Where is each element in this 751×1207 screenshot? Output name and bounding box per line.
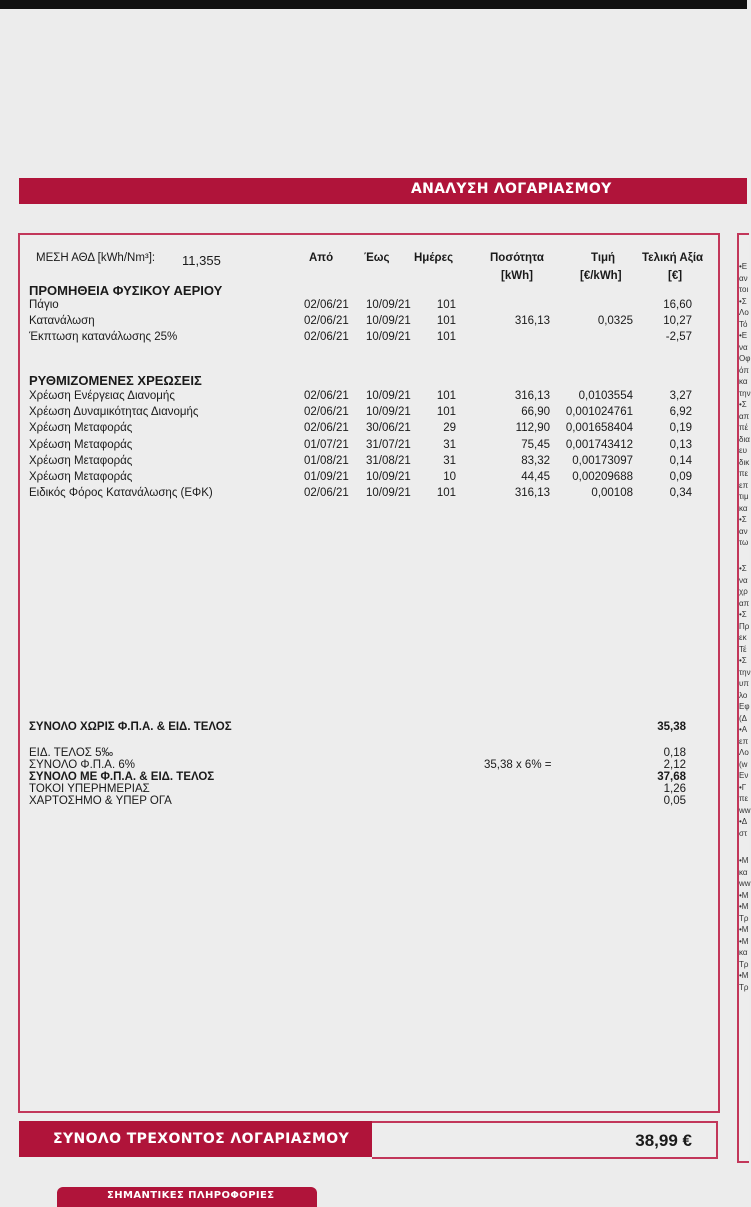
side-note-fragment: (w	[739, 759, 748, 769]
row-quantity: 316,13	[514, 487, 550, 500]
side-note-fragment: Οφ	[739, 354, 751, 363]
row-from-date: 02/06/21	[304, 315, 349, 328]
col-header-to: Έως	[364, 252, 390, 264]
side-note-fragment: •Ε	[739, 331, 748, 340]
row-from-date: 02/06/21	[304, 299, 349, 311]
row-unit-price: 0,00108	[591, 487, 633, 500]
row-final-value: 0,13	[669, 438, 692, 451]
side-note-fragment: να	[739, 575, 748, 585]
side-note-fragment: απ	[739, 598, 750, 608]
col-header-qty-unit: [kWh]	[501, 270, 533, 282]
side-note-fragment: •Μ	[739, 936, 749, 946]
side-notes-panel	[737, 233, 749, 1163]
row-label: Ειδικός Φόρος Κατανάλωσης (ΕΦΚ)	[29, 487, 213, 500]
total-with-vat-value: 37,68	[657, 771, 686, 783]
row-to-date: 31/08/21	[366, 454, 411, 467]
row-quantity: 316,13	[514, 390, 550, 402]
row-from-date: 02/06/21	[304, 390, 349, 402]
side-note-fragment: κα	[739, 867, 748, 877]
side-note-fragment: να	[739, 342, 748, 352]
row-label: Χρέωση Ενέργειας Διανομής	[29, 390, 175, 402]
side-note-fragment: πε	[739, 469, 749, 478]
row-label: Χρέωση Μεταφοράς	[29, 471, 133, 483]
row-unit-price: 0,0103554	[578, 390, 633, 402]
side-note-fragment: Τρ	[739, 982, 749, 992]
vat-value: 2,12	[663, 759, 686, 771]
side-note-fragment: Πρ	[739, 621, 750, 631]
row-unit-price: 0,001658404	[565, 422, 633, 435]
row-days: 101	[436, 331, 456, 344]
top-edge-bar	[0, 0, 747, 9]
row-from-date: 02/06/21	[304, 422, 349, 435]
side-note-fragment: Λο	[739, 748, 749, 757]
row-final-value: 10,27	[663, 315, 692, 328]
row-from-date: 01/09/21	[304, 471, 349, 483]
row-to-date: 10/09/21	[366, 315, 411, 328]
row-to-date: 10/09/21	[366, 331, 411, 344]
row-quantity: 112,90	[515, 422, 550, 435]
row-unit-price: 0,0325	[597, 315, 633, 328]
important-info-tab	[57, 1187, 317, 1207]
row-days: 31	[443, 454, 456, 467]
side-note-fragment: •Σ	[739, 656, 747, 665]
vat-label: ΣΥΝΟΛΟ Φ.Π.Α. 6%	[29, 759, 135, 771]
side-note-fragment: τιμ	[739, 492, 749, 501]
side-note-fragment: Εν	[739, 771, 749, 780]
row-to-date: 10/09/21	[366, 390, 411, 402]
row-days: 101	[436, 487, 456, 500]
side-note-fragment: εκ	[739, 633, 747, 642]
row-from-date: 02/06/21	[304, 487, 349, 500]
side-note-fragment: Τρ	[739, 959, 749, 969]
side-note-fragment: αν	[739, 273, 748, 283]
side-note-fragment: ευ	[739, 446, 747, 455]
side-note-fragment: Τέ	[739, 644, 747, 654]
col-header-qty: Ποσότητα	[490, 252, 544, 264]
side-note-fragment: •Ε	[739, 262, 748, 271]
side-note-fragment: κα	[739, 948, 748, 957]
row-final-value: 0,19	[669, 422, 692, 435]
row-label: Χρέωση Μεταφοράς	[29, 438, 133, 451]
side-note-fragment: •Σ	[739, 564, 747, 573]
bill-analysis-title: ΑΝΑΛΥΣΗ ΛΟΓΑΡΙΑΣΜΟΥ	[411, 181, 612, 197]
special-fee-label: ΕΙΔ. ΤΕΛΟΣ 5‰	[29, 747, 114, 759]
row-unit-price: 0,00209688	[572, 471, 633, 483]
side-note-fragment: επ	[739, 736, 749, 746]
side-note-fragment: υπ	[739, 679, 749, 688]
col-header-value: Τελική Αξία	[642, 252, 704, 264]
bill-breakdown-panel	[18, 233, 720, 1113]
row-final-value: 0,34	[669, 487, 692, 500]
side-note-fragment: •Σ	[739, 610, 747, 619]
side-note-fragment: •Μ	[739, 971, 749, 980]
row-quantity: 66,90	[521, 406, 550, 419]
col-header-value-unit: [€]	[668, 270, 683, 282]
side-note-fragment: Τρ	[739, 913, 749, 923]
col-header-days: Ημέρες	[414, 252, 454, 264]
row-final-value: 6,92	[669, 406, 692, 419]
side-note-fragment: πε	[739, 794, 749, 803]
row-days: 101	[436, 406, 456, 419]
row-from-date: 02/06/21	[304, 331, 349, 344]
row-quantity: 44,45	[521, 471, 550, 483]
side-note-fragment: πέ	[739, 423, 749, 432]
side-note-fragment: •Σ	[739, 296, 747, 306]
row-quantity: 316,13	[514, 315, 550, 328]
side-note-fragment: Λο	[739, 308, 749, 317]
side-note-fragment: ww	[739, 879, 751, 888]
row-label: Χρέωση Δυναμικότητας Διανομής	[29, 406, 199, 419]
side-note-fragment: επ	[739, 480, 749, 490]
side-note-fragment: •Σ	[739, 400, 747, 409]
row-label: Χρέωση Μεταφοράς	[29, 422, 133, 435]
side-note-fragment: •Α	[739, 725, 748, 734]
side-note-fragment: •Δ	[739, 817, 748, 826]
row-final-value: 16,60	[663, 299, 692, 311]
col-header-price-unit: [€/kWh]	[580, 270, 622, 282]
late-interest-value: 1,26	[663, 783, 686, 795]
row-to-date: 10/09/21	[366, 406, 411, 419]
grand-total-value: 38,99 €	[635, 1131, 692, 1150]
supply-section-title: ΠΡΟΜΗΘΕΙΑ ΦΥΣΙΚΟΥ ΑΕΡΙΟΥ	[29, 283, 223, 298]
row-from-date: 02/06/21	[304, 406, 349, 419]
row-final-value: 0,14	[669, 454, 692, 467]
row-from-date: 01/07/21	[304, 438, 349, 451]
side-note-fragment: την	[739, 388, 751, 398]
row-final-value: -2,57	[665, 331, 692, 344]
side-note-fragment: όπ	[739, 365, 749, 375]
row-unit-price: 0,001024761	[565, 406, 633, 419]
side-note-fragment: •Μ	[739, 925, 749, 934]
avg-gcv-label: ΜΕΣΗ ΑΘΔ [kWh/Nm³]:	[36, 252, 156, 264]
side-note-fragment: δια	[739, 434, 750, 444]
side-note-fragment: Τό	[739, 319, 748, 329]
side-note-fragment: λο	[739, 690, 748, 700]
col-header-from: Από	[309, 252, 334, 264]
side-note-fragment: (Δ	[739, 713, 748, 723]
row-label: Χρέωση Μεταφοράς	[29, 454, 133, 467]
grand-total-label-box	[19, 1121, 374, 1157]
row-quantity: 75,45	[521, 438, 550, 451]
stamp-duty-label: ΧΑΡΤΟΣΗΜΟ & ΥΠΕΡ ΟΓΑ	[29, 795, 172, 807]
side-note-fragment: δικ	[739, 457, 750, 467]
side-note-fragment: στ	[739, 828, 748, 838]
grand-total-label: ΣΥΝΟΛΟ ΤΡΕΧΟΝΤΟΣ ΛΟΓΑΡΙΑΣΜΟΥ	[53, 1131, 350, 1147]
late-interest-label: ΤΟΚΟΙ ΥΠΕΡΗΜΕΡΙΑΣ	[29, 783, 150, 795]
side-note-fragment: απ	[739, 411, 750, 421]
row-days: 101	[436, 299, 456, 311]
side-note-fragment: κα	[739, 377, 748, 386]
subtotal-value: 35,38	[657, 721, 686, 733]
row-unit-price: 0,00173097	[572, 454, 633, 467]
row-days: 101	[436, 390, 456, 402]
side-note-fragment: τοι	[739, 285, 749, 294]
side-note-fragment: χρ	[739, 587, 748, 596]
row-days: 31	[443, 438, 456, 451]
side-note-fragment: •Μ	[739, 856, 749, 865]
stamp-duty-value: 0,05	[663, 795, 686, 807]
avg-gcv-value: 11,355	[182, 253, 221, 268]
row-to-date: 10/09/21	[366, 487, 411, 500]
row-to-date: 31/07/21	[366, 438, 411, 451]
side-note-fragment: •Μ	[739, 902, 749, 911]
grand-total-value-box	[372, 1121, 718, 1159]
side-note-fragment: •Μ	[739, 890, 749, 900]
regulated-section-title: ΡΥΘΜΙΖΟΜΕΝΕΣ ΧΡΕΩΣΕΙΣ	[29, 373, 202, 388]
total-with-vat-label: ΣΥΝΟΛΟ ΜΕ Φ.Π.Α. & ΕΙΔ. ΤΕΛΟΣ	[29, 771, 215, 783]
row-days: 29	[443, 422, 456, 435]
row-from-date: 01/08/21	[304, 454, 349, 467]
row-to-date: 10/09/21	[366, 299, 411, 311]
row-label: Έκπτωση κατανάλωσης 25%	[29, 331, 178, 344]
row-label: Κατανάλωση	[29, 315, 95, 328]
row-final-value: 3,27	[669, 390, 692, 402]
row-quantity: 83,32	[521, 454, 550, 467]
vat-calculation: 35,38 x 6% =	[484, 759, 552, 771]
side-note-fragment: Εφ	[739, 702, 750, 711]
row-final-value: 0,09	[669, 471, 692, 483]
bill-analysis-header	[19, 178, 747, 204]
special-fee-value: 0,18	[663, 747, 686, 759]
important-info-label: ΣΗΜΑΝΤΙΚΕΣ ΠΛΗΡΟΦΟΡΙΕΣ	[107, 1190, 275, 1201]
side-note-fragment: κα	[739, 503, 748, 513]
col-header-price: Τιμή	[591, 252, 616, 264]
row-label: Πάγιο	[29, 299, 59, 311]
row-to-date: 30/06/21	[366, 422, 411, 435]
side-note-fragment: ww	[739, 805, 751, 815]
side-note-fragment: •Σ	[739, 515, 747, 524]
side-note-fragment: •Γ	[739, 782, 747, 792]
subtotal-label: ΣΥΝΟΛΟ ΧΩΡΙΣ Φ.Π.Α. & ΕΙΔ. ΤΕΛΟΣ	[29, 721, 232, 733]
row-days: 10	[443, 471, 456, 483]
row-days: 101	[436, 315, 456, 328]
row-unit-price: 0,001743412	[565, 438, 633, 451]
side-note-fragment: την	[739, 667, 751, 677]
side-note-fragment: αν	[739, 526, 748, 536]
row-to-date: 10/09/21	[366, 471, 411, 483]
side-note-fragment: τω	[739, 538, 749, 547]
